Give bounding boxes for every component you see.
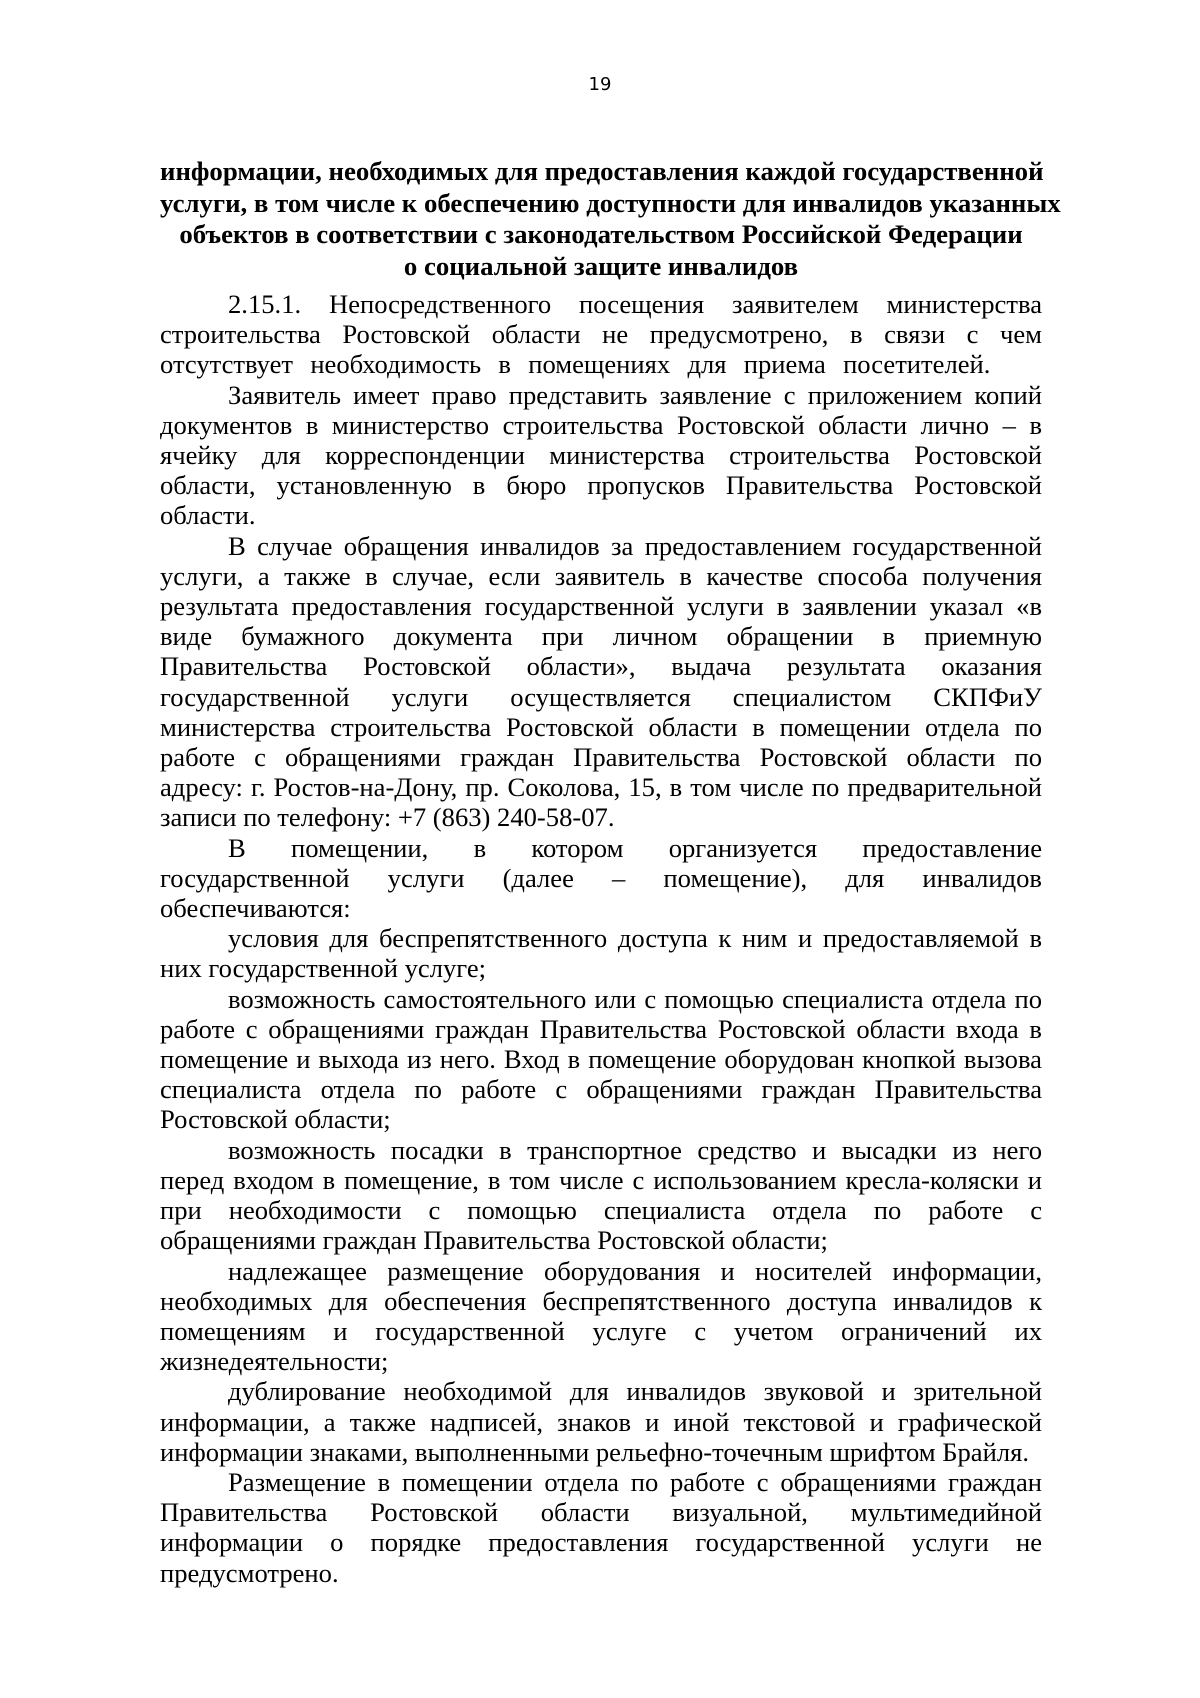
document-body [160,289,1042,1588]
paragraph-result-issuance: В случае обращения инвалидов за предоставлением государственной услуги, а также в случае, если заявитель в качестве способа получения результата предоставления государственной услуги в заявлении указал «в виде бумажного документа при личном обращении в приемную Правительства Ростовской области», выдача результата оказания государственной услуги осуществляется специалистом СКПФиУ министерства строительства Ростовской области в помещении отдела по работе с обращениями граждан Правительства Ростовской области по адресу: г. Ростов-на-Дону, пр. Соколова, 15, в том числе по предварительной записи по телефону: +7 (863) 240-58-07. [160,530,1042,833]
list-item-braille-duplication: дублирование необходимой для инвалидов звуковой и зрительной информации, а также надписей, знаков и иной текстовой и графической информации знаками, выполненными рельефно-точечным шрифтом Брайля. [160,1376,1042,1467]
page-number: 19 [588,74,612,95]
list-item-access-conditions: условия для беспрепятственного доступа к ним и предоставляемой в них государственной услуге; [160,923,1042,984]
heading-line: информации, необходимых для предоставления каждой государственной [160,156,1044,186]
paragraph-multimedia-info: Размещение в помещении отдела по работе с обращениями граждан Правительства Ростовской области визуальной, мультимедийной информации о порядке предоставления государственной услуги не предусмотрено. [160,1466,1042,1588]
list-item-transport: возможность посадки в транспортное средство и высадки из него перед входом в помещение, в том числе с использованием кресла-коляски и при необходимости с помощью специалиста отдела по работе с обращениями граждан Правительства Ростовской области; [160,1134,1042,1256]
list-item-equipment-placement: надлежащее размещение оборудования и носителей информации, необходимых для обеспечения беспрепятственного доступа инвалидов к помещениям и государственной услуге с учетом ограничений их жизнедеятельности; [160,1255,1042,1377]
list-item-entry-exit: возможность самостоятельного или с помощью специалиста отдела по работе с обращениями граждан Правительства Ростовской области входа в помещение и выхода из него. Вход в помещение оборудован кнопкой вызова специалиста отдела по работе с обращениями граждан Правительства Ростовской области; [160,983,1042,1135]
heading-line: о социальной защите инвалидов [403,251,799,282]
paragraph-applicant-rights: Заявитель имеет право представить заявление с приложением копий документов в министерство строительства Ростовской области лично – в ячейку для корреспонденции министерства строительства Ростовской области, установленную в бюро пропусков Правительства Ростовской области. [160,379,1042,531]
paragraph-premises-provisions: В помещении, в котором организуется предоставление государственной услуги (далее – помещение), для инвалидов обеспечиваются: [160,832,1042,924]
paragraph-2-15-1: 2.15.1. Непосредственного посещения заявителем министерства строительства Ростовской области не предусмотрено, в связи с чем отсутствует необходимость в помещениях для приема посетителей. [160,289,1042,380]
section-heading [160,156,1061,283]
heading-line: услуги, в том числе к обеспечению доступности для инвалидов указанных [160,187,1061,218]
heading-line: объектов в соответствии с законодательством Российской Федерации [179,219,1023,250]
